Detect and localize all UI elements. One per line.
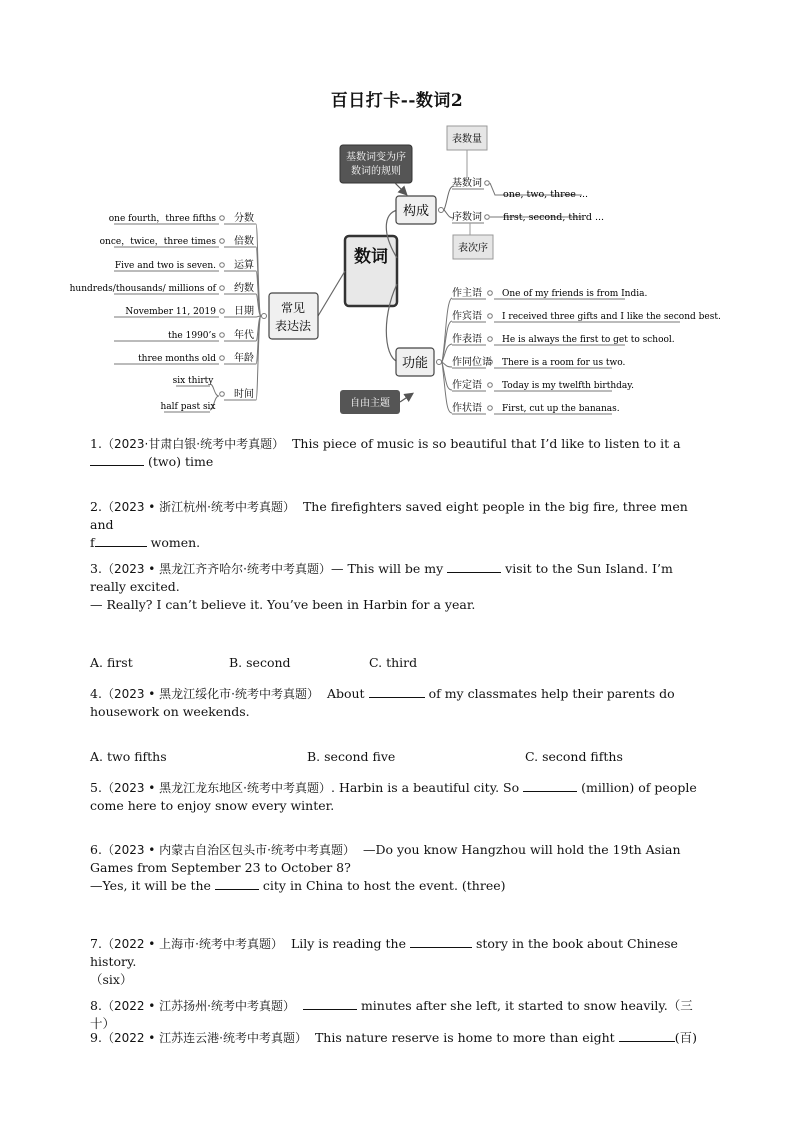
expression-example: hundreds/thousands/ millions of xyxy=(69,284,216,294)
expression-label: 分数 xyxy=(234,213,254,224)
option-a[interactable]: A. first xyxy=(90,655,133,670)
svg-text:常见: 常见 xyxy=(280,301,306,315)
svg-text:基数词: 基数词 xyxy=(452,178,482,189)
expression-label: 约数 xyxy=(234,283,254,294)
option-b[interactable]: B. second xyxy=(229,655,291,670)
expression-label: 倍数 xyxy=(234,236,254,247)
mind-map xyxy=(0,0,794,430)
expression-label: 年龄 xyxy=(234,353,254,364)
expression-example: the 1990’s xyxy=(168,331,216,341)
answer-blank[interactable] xyxy=(303,997,357,1010)
svg-text:one, two, three ...: one, two, three ... xyxy=(503,189,589,200)
answer-blank[interactable] xyxy=(369,685,425,698)
expression-label: 日期 xyxy=(234,306,254,317)
question-9: 9.（2022 • 江苏连云港·统考中考真题） This nature reserve is home to more than eight (百) xyxy=(90,1030,697,1045)
option-b[interactable]: B. second five xyxy=(307,749,396,764)
option-c[interactable]: C. third xyxy=(369,655,418,670)
question-5: 5.（2023 • 黑龙江龙东地区·统考中考真题）. Harbin is a beautiful city. So (million) of people come here to enjoy snow every winter. xyxy=(90,780,697,813)
option-a[interactable]: A. two fifths xyxy=(90,749,167,764)
function-example: He is always the first to get to school. xyxy=(502,335,675,345)
function-example: First, cut up the bananas. xyxy=(502,404,620,414)
answer-blank[interactable] xyxy=(215,877,259,890)
question-8: 8.（2022 • 江苏扬州·统考中考真题） minutes after she left, it started to snow heavily.（三十） xyxy=(90,998,693,1031)
composition-note xyxy=(340,145,412,183)
svg-text:数词的规则: 数词的规则 xyxy=(351,166,401,177)
svg-text:表达法: 表达法 xyxy=(274,319,312,333)
answer-blank[interactable] xyxy=(95,534,147,547)
question-6: 6.（2023 • 内蒙古自治区包头市·统考中考真题） —Do you know Hangzhou will hold the 19th Asian Games from September 23 to October 8? —Yes, it will be the city in China to host the event. (three) xyxy=(90,842,681,893)
answer-blank[interactable] xyxy=(619,1029,675,1042)
svg-text:first, second, third ...: first, second, third ... xyxy=(503,212,605,223)
function-example: One of my friends is from India. xyxy=(502,289,648,299)
expression-example: November 11, 2019 xyxy=(125,307,216,317)
question-4: 4.（2023 • 黑龙江绥化市·统考中考真题） About of my classmates help their parents do housework on weekends. xyxy=(90,686,675,719)
center-label: 数词 xyxy=(354,247,388,267)
function-label: 作表语 xyxy=(452,334,482,345)
option-c[interactable]: C. second fifths xyxy=(525,749,623,764)
function-example: Today is my twelfth birthday. xyxy=(502,381,634,391)
function-example: There is a room for us two. xyxy=(502,358,626,368)
svg-text:自由主题: 自由主题 xyxy=(350,398,390,409)
expression-example: three months old xyxy=(138,354,216,364)
svg-text:表数量: 表数量 xyxy=(452,134,482,145)
expression-example: six thirty xyxy=(172,376,214,386)
expression-label: 年代 xyxy=(234,330,254,341)
function-label: 作定语 xyxy=(452,380,482,391)
expression-example: half past six xyxy=(160,402,216,412)
function-label: 作同位语 xyxy=(452,357,492,368)
function-label: 作宾语 xyxy=(452,311,482,322)
answer-blank[interactable] xyxy=(447,560,501,573)
expression-label: 运算 xyxy=(234,260,254,271)
question-3: 3.（2023 • 黑龙江齐齐哈尔·统考中考真题）— This will be my visit to the Sun Island. I’m really excited. — Really? I can’t believe it. You’ve been in Harbin for a year. xyxy=(90,561,673,612)
function-items xyxy=(442,298,452,413)
svg-text:序数词: 序数词 xyxy=(452,212,482,223)
expression-example: Five and two is seven. xyxy=(114,261,216,271)
branch-function-label: 功能 xyxy=(401,356,429,371)
expression-example: once，twice，three times xyxy=(99,237,216,247)
answer-blank[interactable] xyxy=(90,453,144,466)
function-example: I received three gifts and I like the second best. xyxy=(502,312,721,322)
page-title: 百日打卡--数词2 xyxy=(330,91,464,111)
question-2: 2.（2023 • 浙江杭州·统考中考真题） The firefighters saved eight people in the big fire, three men and f women. xyxy=(90,499,688,550)
function-label: 作状语 xyxy=(452,403,482,414)
answer-blank[interactable] xyxy=(410,935,472,948)
question-7: 7.（2022 • 上海市·统考中考真题） Lily is reading the story in the book about Chinese history. （six） xyxy=(90,936,678,987)
svg-text:表次序: 表次序 xyxy=(458,243,488,254)
function-label: 作主语 xyxy=(452,288,482,299)
answer-blank[interactable] xyxy=(523,779,577,792)
expression-label: 时间 xyxy=(234,389,254,400)
question-1: 1.（2023·甘肃白银·统考中考真题） This piece of music is so beautiful that I’d like to listen to it a (two) time xyxy=(90,436,681,469)
expression-example: one fourth，three fifths xyxy=(108,214,216,224)
svg-text:基数词变为序: 基数词变为序 xyxy=(346,152,406,163)
branch-composition-label: 构成 xyxy=(402,204,430,219)
